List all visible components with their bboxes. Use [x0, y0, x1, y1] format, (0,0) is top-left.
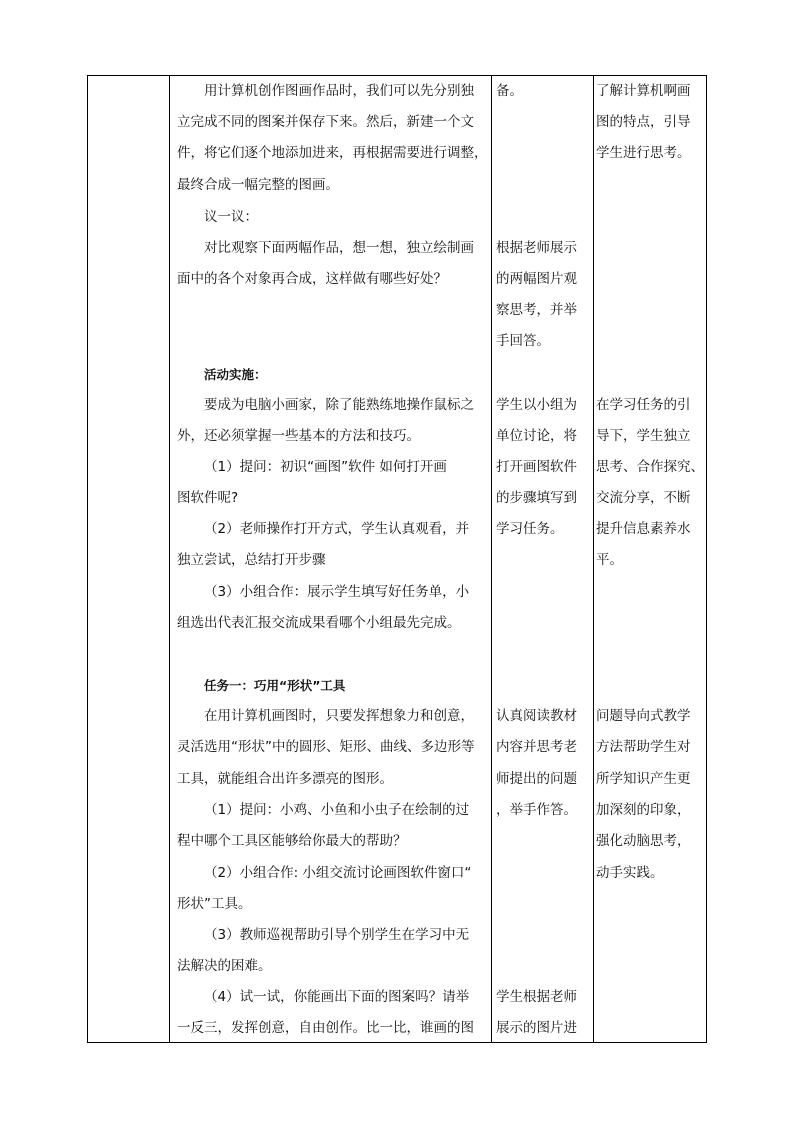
- stage-column: [88, 76, 169, 1042]
- goal-line: 问题导向式教学: [596, 708, 691, 724]
- goal-line: 学生进行思考。: [596, 145, 691, 161]
- goal-line: 了解计算机啊画: [596, 83, 691, 99]
- task-line: 工具，就能组合出许多漂亮的图形。: [177, 771, 393, 787]
- student-line: 打开画图软件: [496, 459, 577, 475]
- goal-line: 思考、合作探究、: [596, 459, 704, 475]
- goal-line: 动手实践。: [596, 865, 664, 881]
- goal-line: 强化动脑思考，: [596, 833, 691, 849]
- student-line: 察思考，并举: [496, 302, 577, 318]
- activity-line: （3）小组合作：展示学生填写好任务单，小: [204, 584, 470, 600]
- student-line: 根据老师展示: [496, 240, 577, 256]
- goal-line: 导下，学生独立: [596, 428, 691, 444]
- student-line: 师提出的问题: [496, 771, 577, 787]
- task-line: （2）小组合作: 小组交流讨论画图软件窗口“: [204, 865, 472, 881]
- lesson-plan-table: [87, 75, 707, 1043]
- student-line: 学生以小组为: [496, 397, 577, 413]
- student-line: 单位讨论，将: [496, 428, 577, 444]
- activity-line: 外，还必须掌握一些基本的方法和技巧。: [177, 428, 420, 444]
- goal-line: 所学知识产生更: [596, 771, 691, 787]
- goal-line: 方法帮助学生对: [596, 739, 691, 755]
- task-line: （4）试一试，你能画出下面的图案吗？请举: [204, 989, 470, 1005]
- task-line: 灵活选用“形状”中的圆形、矩形、曲线、多边形等: [177, 739, 475, 755]
- intro-line: 最终合成一幅完整的图画。: [177, 177, 339, 193]
- activity-line: 要成为电脑小画家，除了能熟练地操作鼠标之: [204, 397, 474, 413]
- activity-line: 图软件呢?: [177, 490, 239, 506]
- intro-line: 件，将它们逐个地添加进来，再根据需要进行调整，: [177, 145, 488, 161]
- task-line: 程中哪个工具区能够给你最大的帮助？: [177, 833, 407, 849]
- student-line: 学习任务。: [496, 521, 564, 537]
- student-line: 的步骤填写到: [496, 490, 577, 506]
- student-line: 认真阅读教材: [496, 708, 577, 724]
- task-line: 在用计算机画图时，只要发挥想象力和创意，: [204, 708, 474, 724]
- activity-line: （1）提问：初识“画图”软件 如何打开画: [204, 459, 447, 475]
- task-line: （1）提问：小鸡、小鱼和小虫子在绘制的过: [204, 802, 470, 818]
- activity-line: 组选出代表汇报交流成果看哪个小组最先完成。: [177, 615, 461, 631]
- goal-line: 在学习任务的引: [596, 397, 691, 413]
- student-line: 学生根据老师: [496, 989, 577, 1005]
- intro-line: 立完成不同的图案并保存下来。然后，新建一个文: [177, 114, 474, 130]
- task-line: 法解决的困难。: [177, 958, 272, 974]
- student-line: 备。: [496, 83, 523, 99]
- design-intent-column: [593, 76, 708, 1042]
- student-activity-column: [491, 76, 593, 1042]
- teaching-content-column: [169, 76, 491, 1042]
- task-heading: 任务一：巧用“形状”工具: [204, 678, 346, 693]
- task-line: 形状”工具。: [177, 896, 252, 912]
- student-line: 展示的图片进: [496, 1020, 577, 1036]
- task-line: 一反三，发挥创意，自由创作。比一比，谁画的图: [177, 1020, 474, 1036]
- student-line: 手回答。: [496, 333, 550, 349]
- goal-line: 加深刻的印象，: [596, 802, 691, 818]
- activity-line: 独立尝试，总结打开步骤: [177, 552, 326, 568]
- goal-line: 平。: [596, 552, 623, 568]
- discuss-heading: 议一议：: [204, 209, 258, 225]
- activity-line: （2）老师操作打开方式，学生认真观看，并: [204, 521, 470, 537]
- student-line: 的两幅图片观: [496, 271, 577, 287]
- intro-line: 用计算机创作图画作品时，我们可以先分别独: [204, 83, 474, 99]
- goal-line: 提升信息素养水: [596, 521, 691, 537]
- discuss-line: 面中的各个对象再合成，这样做有哪些好处？: [177, 271, 447, 287]
- student-line: ，举手作答。: [496, 802, 577, 818]
- discuss-line: 对比观察下面两幅作品，想一想，独立绘制画: [204, 240, 474, 256]
- student-line: 内容并思考老: [496, 739, 577, 755]
- goal-line: 图的特点，引导: [596, 114, 691, 130]
- task-line: （3）教师巡视帮助引导个别学生在学习中无: [204, 927, 470, 943]
- activity-heading: 活动实施：: [204, 367, 267, 382]
- goal-line: 交流分享，不断: [596, 490, 691, 506]
